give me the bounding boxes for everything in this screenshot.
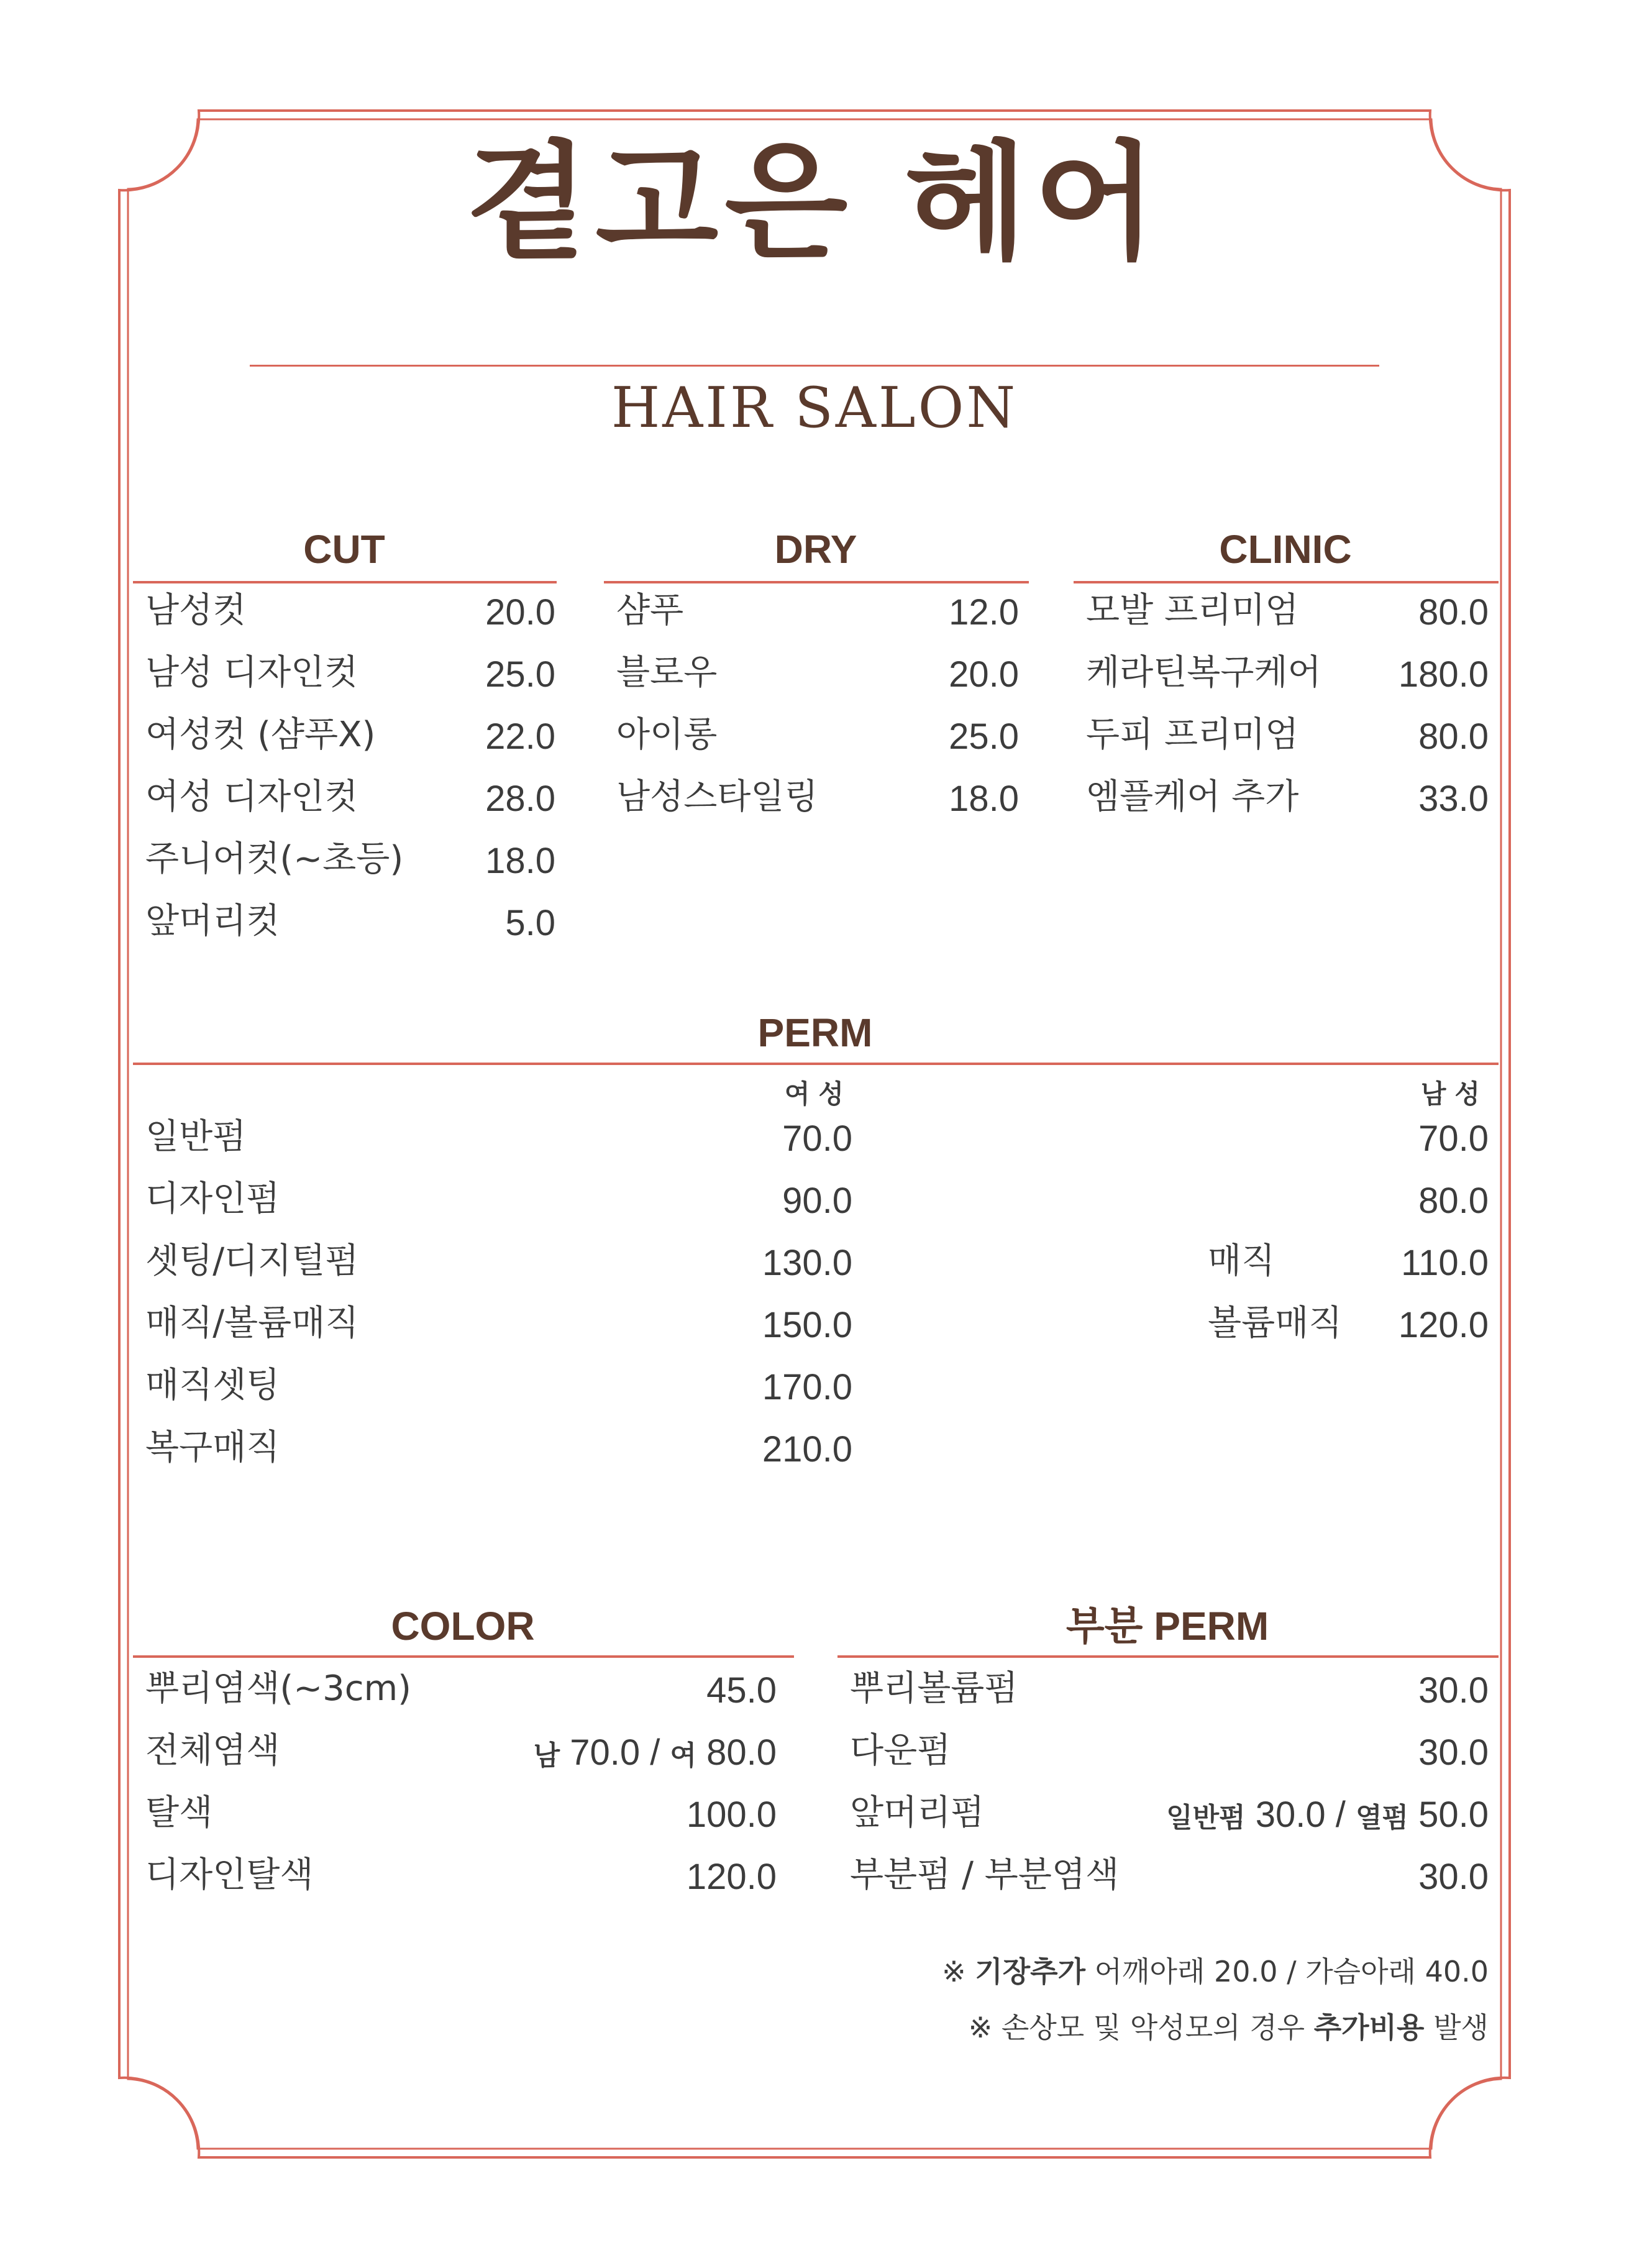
cut-item-price: 5.0	[505, 903, 555, 943]
color-item-name: 뿌리염색(~3cm)	[145, 1668, 411, 1709]
perm-item-name: 매직셋팅	[145, 1365, 280, 1406]
partial-perm-divider	[837, 1655, 1499, 1658]
regular-perm-price: 30.0	[1255, 1795, 1326, 1835]
color-item-price: 120.0	[686, 1857, 777, 1897]
cut-heading: CUT	[303, 527, 385, 572]
note-text: 발생	[1433, 2011, 1489, 2044]
color-item-name: 전체염색	[145, 1731, 280, 1771]
perm-female-price: 170.0	[762, 1367, 852, 1407]
color-item-price: 100.0	[686, 1795, 777, 1835]
perm-female-price: 90.0	[782, 1181, 852, 1221]
salon-subtitle: HAIR SALON	[611, 375, 1018, 441]
perm-item-name: 일반펌	[145, 1117, 247, 1157]
perm-heading: PERM	[757, 1010, 873, 1055]
cut-item-name: 주니어컷(~초등)	[145, 839, 404, 879]
salon-name: 곁고은 헤어	[466, 129, 1163, 277]
color-divider	[133, 1655, 794, 1658]
perm-male-price: 80.0	[1418, 1181, 1489, 1221]
perm-female-price: 70.0	[782, 1118, 852, 1159]
perm-male-price: 110.0	[1401, 1243, 1489, 1283]
dry-item-name: 아이롱	[616, 715, 718, 755]
perm-item-name: 매직/볼륨매직	[145, 1303, 359, 1343]
dry-item-price: 18.0	[949, 779, 1019, 819]
cut-item-name: 남성 디자인컷	[145, 652, 358, 693]
perm-item-name: 복구매직	[145, 1427, 280, 1468]
perm-female-price: 150.0	[762, 1305, 852, 1345]
clinic-item-price: 33.0	[1418, 779, 1489, 819]
cut-item-name: 앞머리컷	[145, 901, 280, 941]
partial-perm-list	[837, 1668, 1489, 1932]
cut-item-price: 20.0	[485, 592, 555, 633]
cut-item-name: 남성컷	[145, 590, 247, 631]
note-text: 어깨아래 20.0 / 가슴아래 40.0	[1094, 1955, 1489, 1988]
note-mark: ※	[942, 1955, 966, 1988]
partial-perm-item-price: 30.0	[1418, 1732, 1489, 1773]
color-heading: COLOR	[391, 1604, 535, 1648]
female-label: 여	[670, 1740, 696, 1772]
price-separator: /	[650, 1732, 660, 1773]
partial-perm-heading: 부분 PERM	[1065, 1604, 1269, 1648]
clinic-item-price: 180.0	[1398, 654, 1489, 695]
dry-item-name: 블로우	[616, 652, 718, 693]
dry-item-price: 20.0	[949, 654, 1019, 695]
clinic-item-price: 80.0	[1418, 592, 1489, 633]
male-label: 남	[533, 1740, 560, 1772]
note-text: ※ 손상모 및 악성모의 경우	[968, 2011, 1305, 2044]
cut-item-price: 22.0	[485, 716, 555, 757]
cut-item-price: 28.0	[485, 779, 555, 819]
cut-item-price: 18.0	[485, 841, 555, 881]
cut-item-name: 여성 디자인컷	[145, 777, 358, 817]
heat-perm-price: 50.0	[1418, 1795, 1489, 1835]
clinic-item-price: 80.0	[1418, 716, 1489, 757]
price-separator: /	[1335, 1795, 1346, 1835]
cut-divider	[133, 581, 557, 583]
heat-perm-label: 열펌	[1355, 1802, 1408, 1834]
perm-female-price: 130.0	[762, 1243, 852, 1283]
partial-perm-item-name: 앞머리펌	[850, 1793, 985, 1833]
perm-male-item-name: 볼륨매직	[1208, 1303, 1343, 1343]
color-item-name: 탈색	[145, 1793, 213, 1833]
male-price: 70.0	[570, 1732, 641, 1773]
partial-perm-item-name: 부분펌 / 부분염색	[850, 1855, 1120, 1895]
clinic-item-name: 케라틴복구케어	[1086, 652, 1321, 693]
clinic-item-name: 모발 프리미엄	[1086, 590, 1299, 631]
color-list	[133, 1668, 777, 1932]
perm-female-label: 여성	[784, 1079, 852, 1109]
clinic-divider	[1074, 581, 1499, 583]
note-bold: 기장추가	[975, 1955, 1086, 1988]
female-price: 80.0	[706, 1732, 777, 1773]
color-item-name: 디자인탈색	[145, 1855, 314, 1895]
cut-item-name: 여성컷 (샴푸X)	[145, 715, 376, 755]
clinic-heading: CLINIC	[1219, 527, 1352, 572]
title-divider	[250, 365, 1379, 367]
color-split-price	[466, 1732, 777, 1773]
partial-perm-item-price: 30.0	[1418, 1857, 1489, 1897]
perm-male-label: 남성	[1420, 1079, 1489, 1109]
perm-item-name: 셋팅/디지털펌	[145, 1241, 359, 1281]
perm-list	[133, 1117, 1489, 1505]
perm-item-name: 디자인펌	[145, 1179, 280, 1219]
perm-male-item-name: 매직	[1208, 1241, 1275, 1281]
perm-male-price: 120.0	[1398, 1305, 1489, 1345]
partial-perm-item-name: 다운펌	[850, 1731, 951, 1771]
dry-item-price: 12.0	[949, 592, 1019, 633]
note-damaged-hair	[619, 2013, 1489, 2042]
bangs-perm-split-price	[1103, 1797, 1489, 1833]
dry-item-price: 25.0	[949, 716, 1019, 757]
partial-perm-item-name: 뿌리볼륨펌	[850, 1668, 1018, 1709]
clinic-item-name: 엠플케어 추가	[1086, 777, 1299, 817]
dry-item-name: 샴푸	[616, 590, 684, 631]
dry-item-name: 남성스타일링	[616, 777, 818, 817]
dry-divider	[604, 581, 1029, 583]
regular-perm-label: 일반펌	[1166, 1802, 1246, 1834]
note-length-surcharge	[619, 1957, 1489, 1986]
color-item-price: 45.0	[706, 1670, 777, 1711]
partial-perm-item-price: 30.0	[1418, 1670, 1489, 1711]
perm-divider	[133, 1063, 1499, 1065]
note-bold: 추가비용	[1313, 2011, 1425, 2044]
cut-item-price: 25.0	[485, 654, 555, 695]
dry-heading: DRY	[774, 527, 857, 572]
perm-male-price: 70.0	[1418, 1118, 1489, 1159]
perm-female-price: 210.0	[762, 1429, 852, 1470]
clinic-item-name: 두피 프리미엄	[1086, 715, 1299, 755]
